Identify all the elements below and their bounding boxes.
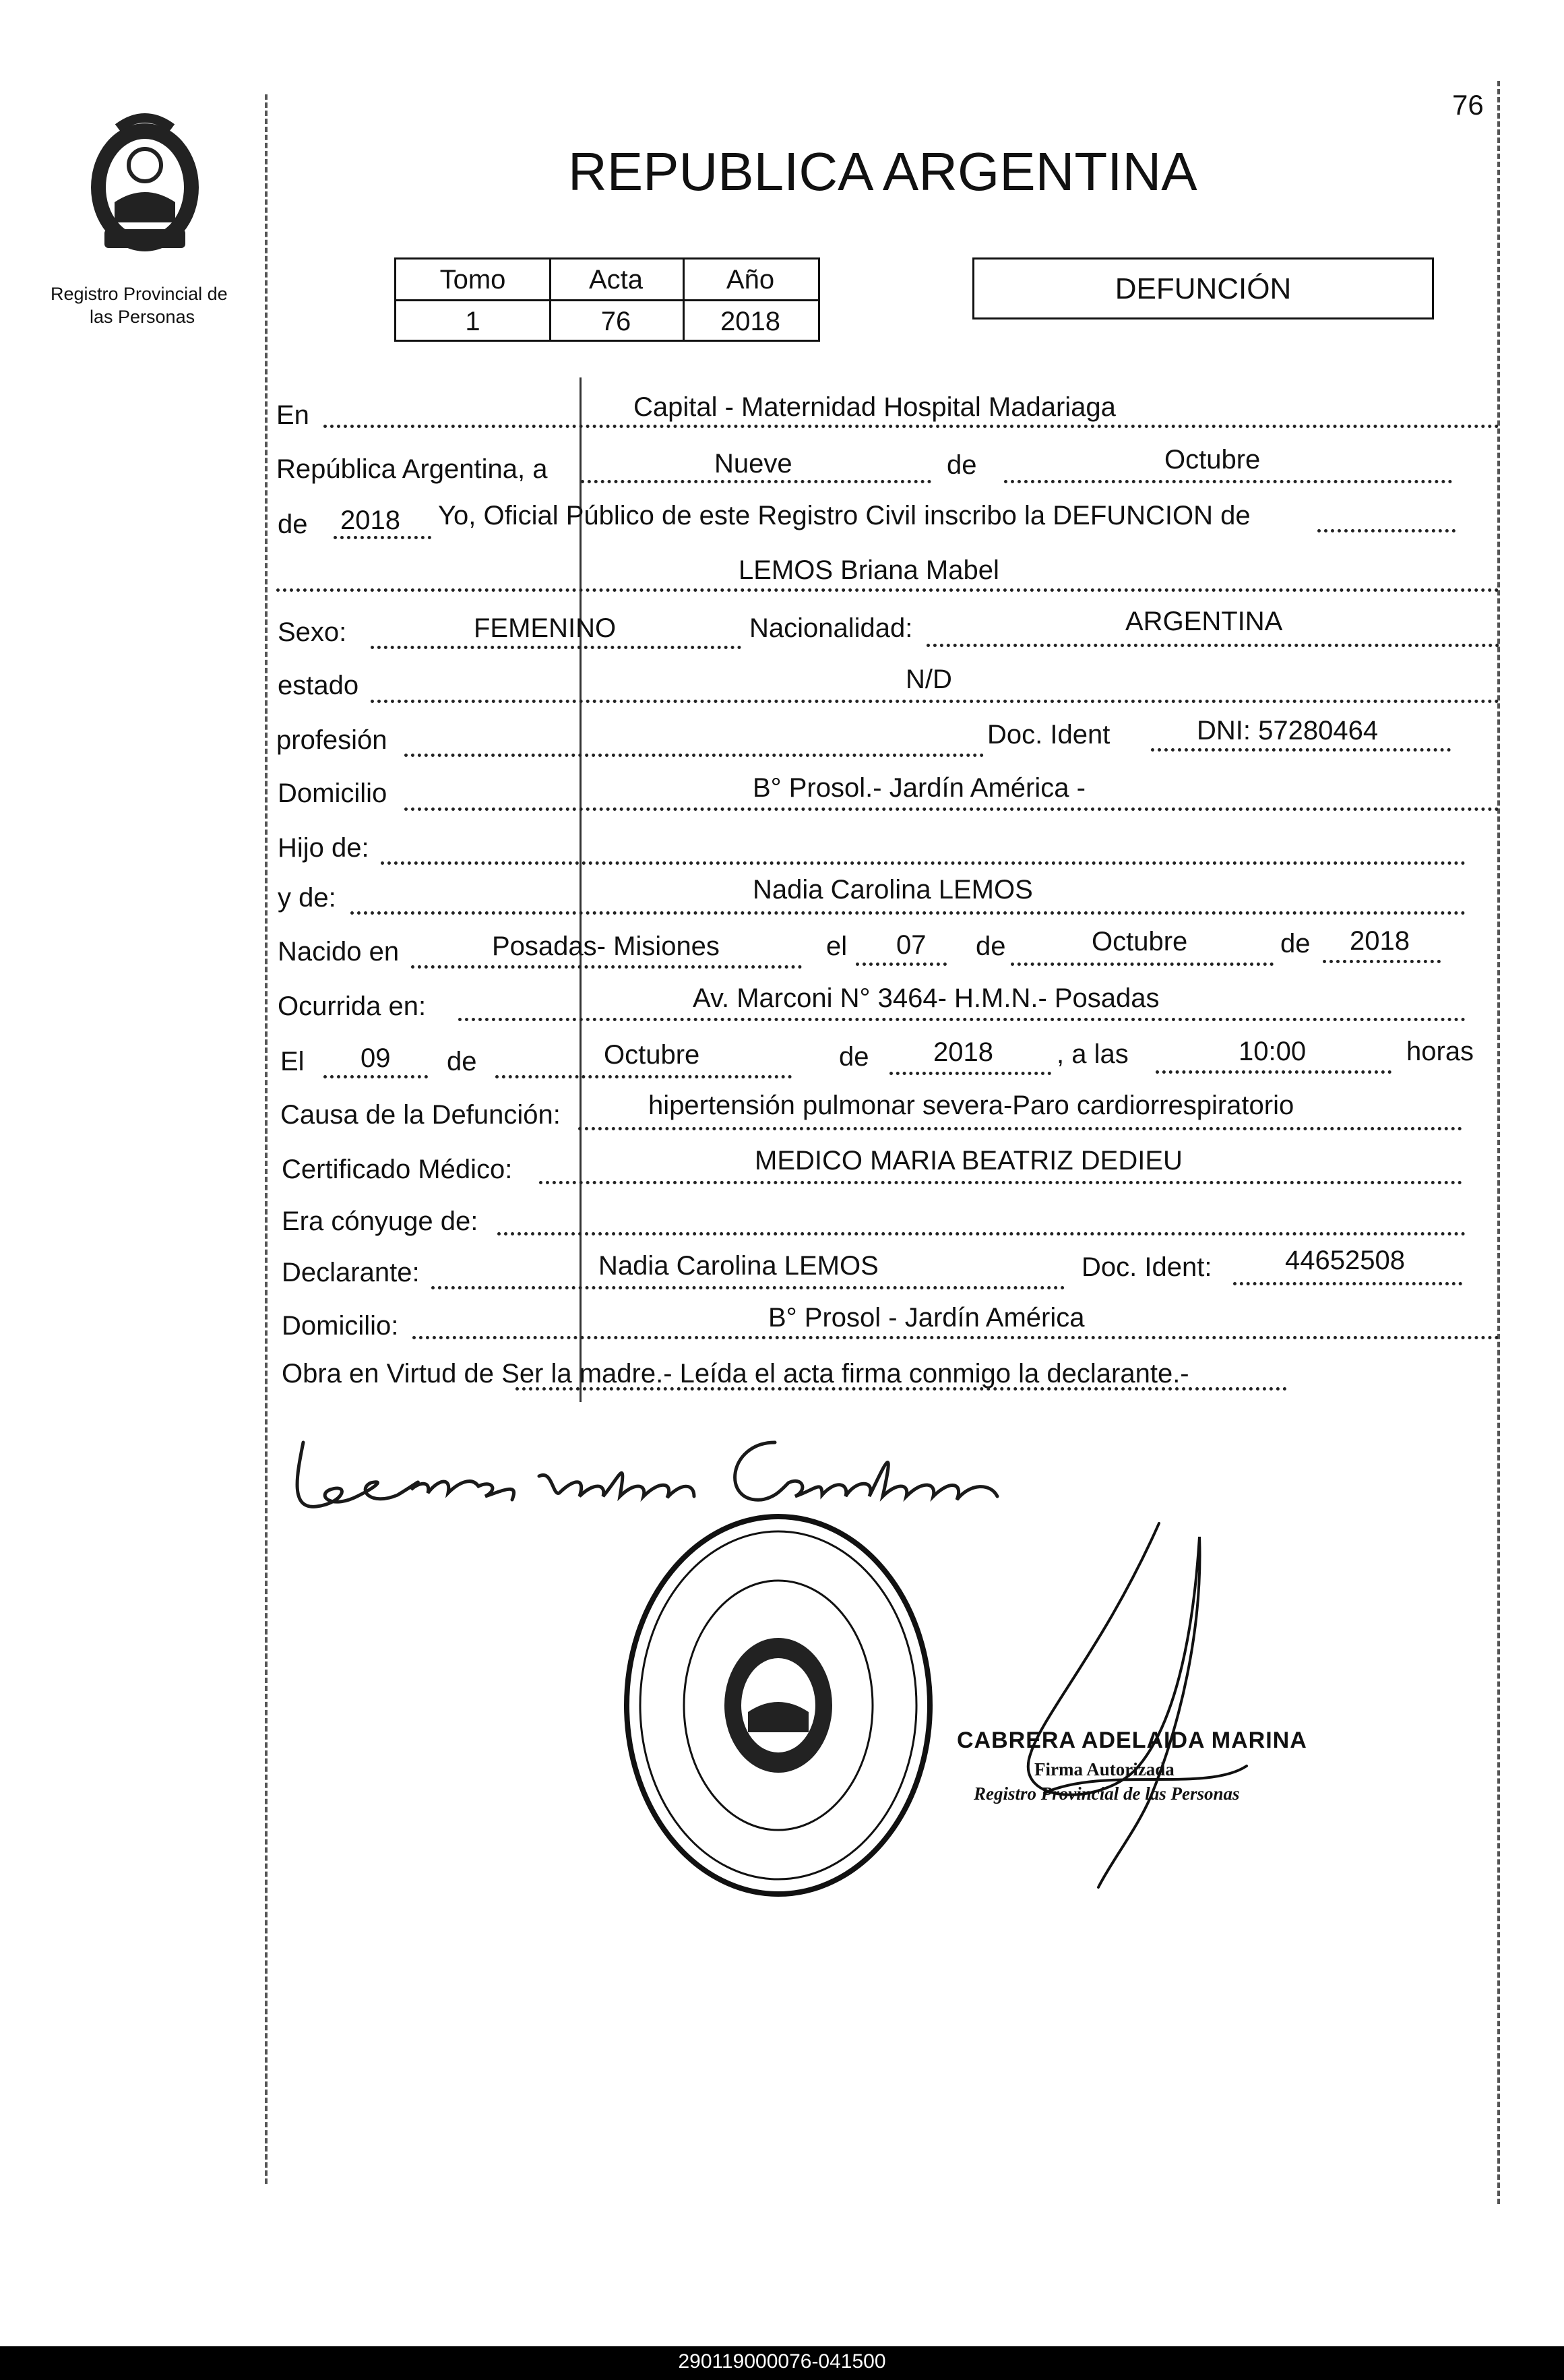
horas-label: horas [1406, 1037, 1474, 1066]
domicilio-value: B° Prosol.- Jardín América - [753, 773, 1086, 803]
logo-caption-line1: Registro Provincial de [51, 284, 228, 304]
nacido-de1: de [976, 932, 1006, 961]
dotted-line [458, 1018, 1466, 1021]
table-header-acta: Acta [588, 265, 644, 295]
doc-value: DNI: 57280464 [1197, 716, 1379, 745]
official-name: CABRERA ADELAIDA MARINA [957, 1728, 1307, 1753]
registry-seal-icon [620, 1510, 937, 1901]
dotted-line [404, 754, 984, 757]
en-value: Capital - Maternidad Hospital Madariaga [633, 392, 1116, 422]
nacido-label: Nacido en [278, 937, 400, 967]
dotted-line [889, 1072, 1051, 1075]
dotted-line [515, 1387, 1287, 1391]
logo-caption-line2: las Personas [90, 307, 195, 327]
ocurrida-label: Ocurrida en: [278, 991, 427, 1021]
record-type: DEFUNCIÓN [1115, 272, 1292, 305]
dotted-line [381, 861, 1466, 865]
declarant-signature [290, 1415, 1031, 1523]
certificado-value: MEDICO MARIA BEATRIZ DEDIEU [755, 1146, 1183, 1176]
nacido-mes: Octubre [1092, 927, 1188, 956]
doc2-value: 44652508 [1285, 1246, 1405, 1275]
dotted-line [350, 911, 1466, 915]
record-table [394, 257, 820, 342]
province-logo [77, 108, 212, 263]
profesion-label: profesión [276, 725, 387, 755]
def-de2: de [839, 1042, 869, 1072]
dia-value: Nueve [714, 449, 792, 479]
table-value-acta: 76 [600, 307, 631, 336]
dotted-line [1156, 1070, 1391, 1074]
dotted-line [1011, 963, 1274, 966]
republica-label: República Argentina, a [276, 454, 548, 484]
dotted-line [578, 1127, 1462, 1130]
left-margin-line [265, 94, 268, 2184]
dotted-line [581, 480, 931, 483]
dotted-line [1004, 480, 1452, 483]
dotted-line [334, 536, 431, 539]
certificado-label: Certificado Médico: [282, 1155, 513, 1184]
causa-label: Causa de la Defunción: [280, 1100, 561, 1130]
domicilio2-label: Domicilio: [282, 1311, 399, 1341]
dotted-line [856, 963, 947, 966]
nacido-lugar: Posadas- Misiones [492, 932, 720, 961]
def-de1: de [447, 1047, 477, 1076]
right-margin-line [1497, 81, 1500, 2204]
en-label: En [276, 400, 309, 430]
footer-bar [0, 2346, 1564, 2380]
nacido-dia: 07 [896, 930, 927, 960]
nacionalidad-label: Nacionalidad: [749, 613, 913, 643]
dotted-line [1233, 1282, 1462, 1285]
record-type-box [972, 257, 1434, 319]
conyuge-label: Era cónyuge de: [282, 1207, 478, 1236]
declarante-value: Nadia Carolina LEMOS [598, 1251, 879, 1281]
estado-label: estado [278, 671, 359, 700]
def-dia: 09 [361, 1043, 391, 1073]
domicilio-label: Domicilio [278, 779, 387, 808]
def-hora: 10:00 [1239, 1037, 1307, 1066]
dotted-line [431, 1286, 1065, 1289]
dotted-line [927, 644, 1499, 647]
table-value-tomo: 1 [465, 307, 480, 336]
el2-label: El [280, 1047, 305, 1076]
sexo-value: FEMENINO [474, 613, 617, 643]
doc-label: Doc. Ident [987, 720, 1111, 750]
table-header-tomo: Tomo [439, 265, 506, 295]
dotted-line [1323, 960, 1441, 963]
official-seal [620, 1510, 937, 1901]
def-anio: 2018 [933, 1037, 993, 1067]
hijo-label: Hijo de: [278, 833, 369, 863]
nacido-anio: 2018 [1350, 926, 1410, 956]
dotted-line [1317, 529, 1456, 532]
nombre-value: LEMOS Briana Mabel [739, 555, 999, 585]
el-label: el [826, 932, 848, 961]
ocurrida-value: Av. Marconi N° 3464- H.M.N.- Posadas [693, 983, 1160, 1013]
table-header-anio: Año [726, 265, 775, 295]
doc2-label: Doc. Ident: [1082, 1252, 1212, 1282]
dotted-line [323, 1075, 428, 1078]
official-signature [1004, 1510, 1341, 1901]
dotted-line [411, 965, 802, 969]
dotted-line [495, 1075, 792, 1078]
mes-value: Octubre [1164, 445, 1261, 475]
dotted-line [539, 1181, 1462, 1184]
dotted-line [497, 1232, 1466, 1235]
dotted-line [371, 700, 1499, 703]
yde-label: y de: [278, 883, 336, 913]
fold-line [580, 377, 582, 1402]
nacido-de2: de [1280, 929, 1311, 958]
dotted-line [371, 646, 741, 649]
anio-value: 2018 [340, 506, 400, 535]
declarante-label: Declarante: [282, 1258, 420, 1287]
domicilio2-value: B° Prosol - Jardín América [768, 1303, 1085, 1333]
de2-label: de [278, 510, 308, 539]
nacionalidad-value: ARGENTINA [1125, 607, 1283, 636]
causa-value: hipertensión pulmonar severa-Paro cardiorrespiratorio [648, 1091, 1294, 1120]
madre-value: Nadia Carolina LEMOS [753, 875, 1033, 905]
alas-label: , a las [1057, 1039, 1129, 1069]
table-value-anio: 2018 [720, 307, 780, 336]
estado-value: N/D [906, 665, 952, 694]
page-number: 76 [1452, 89, 1484, 121]
obra-text: Obra en Virtud de Ser la madre.- Leída el acta firma conmigo la declarante.- [282, 1359, 1189, 1389]
dotted-line [276, 588, 1499, 592]
official-line3: Registro Provincial de las Personas [974, 1783, 1240, 1804]
de-label: de [947, 450, 977, 480]
sexo-label: Sexo: [278, 617, 347, 647]
oficial-text: Yo, Oficial Público de este Registro Civil inscribo la DEFUNCION de [438, 501, 1251, 530]
official-line2: Firma Autorizada [1034, 1759, 1175, 1779]
province-emblem-icon [77, 108, 212, 263]
def-mes: Octubre [604, 1040, 700, 1070]
dotted-line [412, 1336, 1499, 1339]
dotted-line [323, 425, 1499, 428]
footer-code: 290119000076-041500 [678, 2350, 886, 2373]
page-title: REPUBLICA ARGENTINA [568, 142, 1197, 202]
dotted-line [1151, 748, 1451, 752]
dotted-line [404, 807, 1499, 811]
